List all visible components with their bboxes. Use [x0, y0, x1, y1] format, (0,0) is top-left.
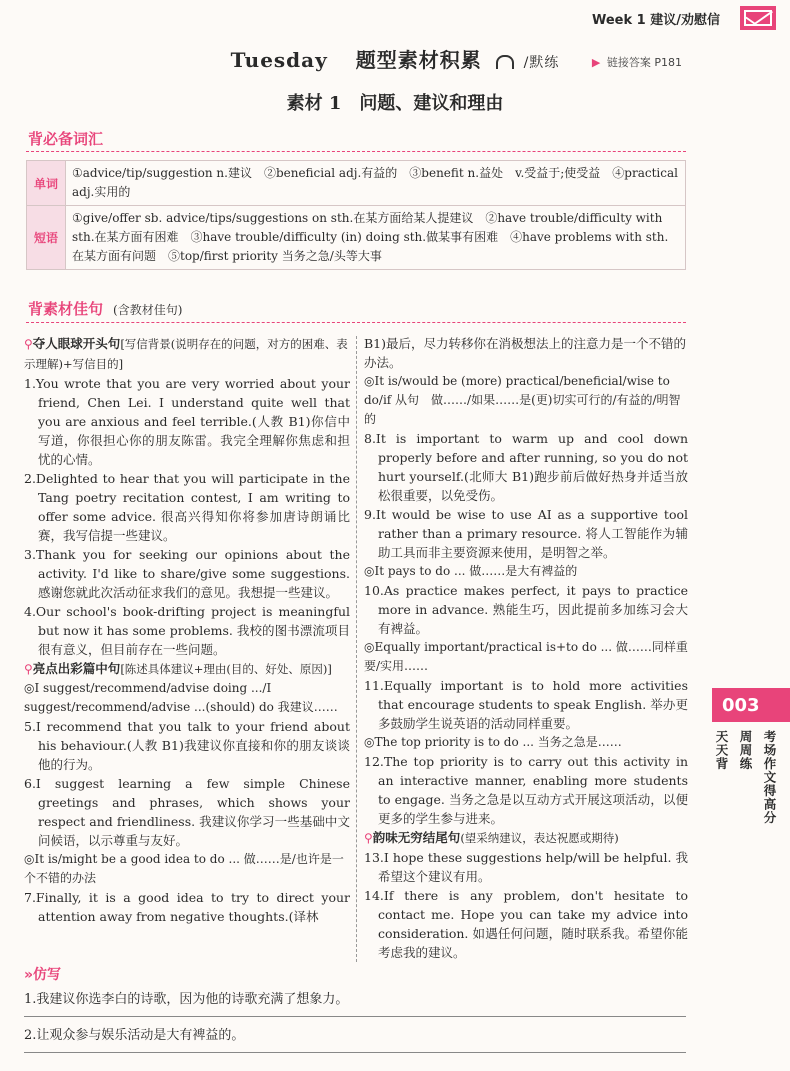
example-sentence: 4.Our school's book-drifting project is meaningful but now it has some problems. 我校的图书漂流项目很有意义，但目前存在一些问题。 [24, 604, 350, 657]
material-subtitle: 素材 1 问题、建议和理由 [286, 93, 504, 114]
location-pin-icon: ⚲ [24, 337, 33, 351]
envelope-icon [740, 6, 776, 30]
title-day: Tuesday [230, 48, 328, 72]
location-pin-icon: ⚲ [364, 831, 373, 845]
week-label: Week 1 建议/劝慰信 [591, 13, 720, 28]
imitate-item-1: 1.我建议你选李白的诗歌，因为他的诗歌充满了想象力。 [24, 992, 349, 1007]
answer-link[interactable] [592, 54, 682, 70]
vocab-row-phrases [27, 206, 685, 269]
sentence-subheading [24, 659, 350, 679]
example-sentence: 1.You wrote that you are very worried about your friend, Chen Lei. I understand quite well that you are anxious and feel terrible.(人教 B1)你信中写道，你很担心你的朋友陈雷。我完全理解你焦虑和担忧的心情。 [24, 376, 350, 467]
sentence-pattern: ◎It pays to do ... 做……是大有裨益的 [364, 564, 578, 578]
sentence-pattern: ◎It is/might be a good idea to do ... 做……是/也许是一个不错的办法 [24, 852, 344, 885]
example-sentence: 5.I recommend that you talk to your friend about his behaviour.(人教 B1)我建议你直接和你的朋友谈谈他的行为。 [24, 719, 350, 772]
subheading-label: 亮点出彩篇中句 [32, 661, 121, 676]
subheading-note: (望采纳建议，表达祝愿或期待) [460, 831, 619, 845]
right-column [364, 334, 688, 962]
page-number-tab: 003 [712, 688, 790, 722]
sentence-heading-sub: (含教材佳句) [113, 303, 183, 317]
sentence-pattern: ◎I suggest/recommend/advise doing .../I suggest/recommend/advise ...(should) do 我建议…… [24, 681, 338, 714]
vocab-label: 单词 [27, 161, 66, 205]
vocab-label: 短语 [27, 206, 66, 269]
answer-link-label: 链接答案 P181 [606, 56, 682, 69]
title-mode: /默练 [523, 55, 560, 71]
imitate-heading-label: 仿写 [33, 967, 62, 983]
vocab-table [26, 160, 686, 270]
example-sentence: 3.Thank you for seeking our opinions about the activity. I'd like to share/give some suggestions. 感谢您就此次活动征求我们的意见。我想提一些建议。 [24, 547, 350, 600]
subheading-note: [写信背景(说明存在的问题，对方的困难、表示理解)+写信目的] [24, 337, 348, 371]
example-sentence: 12.The top priority is to carry out this activity in an interactive manner, enabling more students to engage. 当务之急是以互动方式开展这项活动，以便更多的学生参与进来。 [364, 754, 688, 826]
subheading-label: 夺人眼球开头句 [32, 336, 121, 351]
sentence-pattern: ◎Equally important/practical is+to do ... 做……同样重要/实用…… [364, 640, 688, 673]
title-topic: 题型素材积累 [355, 48, 482, 72]
arrow-right-icon: ▶ [591, 56, 601, 69]
sentence-heading [28, 298, 182, 319]
example-sentence: 8.It is important to warm up and cool down properly before and after running, so you do not hurt yourself.(北师大 B1)跑步前后做好热身并适当放松很重要，以免受伤。 [364, 431, 688, 503]
subheading-label: 韵味无穷结尾句 [372, 830, 461, 845]
divider [26, 151, 686, 152]
divider [26, 322, 686, 323]
example-sentence: 7.Finally, it is a good idea to try to direct your attention away from negative thoughts.(译林 [24, 890, 350, 924]
side-slogan-1: 天天背 [714, 730, 729, 771]
example-sentence: 14.If there is any problem, don't hesitate to contact me. Hope you can take my advice into consideration. 如遇任何问题，随时联系我。希望你能考虑我的建议。 [364, 888, 688, 960]
example-sentence: 9.It would be wise to use AI as a supportive tool rather than a primary resource. 将人工智能作为辅助工具而非主要资源来使用，是明智之举。 [364, 507, 688, 560]
vocab-text: ①advice/tip/suggestion n.建议 ②beneficial adj.有益的 ③benefit n.益处 v.受益于;使受益 ④practical adj.实用的 [72, 166, 678, 199]
imitate-heading [24, 964, 61, 984]
sentence-heading-label: 背素材佳句 [28, 300, 104, 318]
example-sentence: 2.Delighted to hear that you will participate in the Tang poetry recitation contest, I am writing to offer some advice. 很高兴得知你将参加唐诗朗诵比赛，我写信提一些建议。 [24, 471, 350, 543]
example-sentence: 6.I suggest learning a few simple Chinese greetings and phrases, which shows your respect and friendliness. 我建议你学习一些基础中文问候语，以示尊重与友好。 [24, 776, 350, 848]
writing-line[interactable] [24, 1016, 686, 1017]
sentence-pattern: ◎The top priority is to do ... 当务之急是…… [364, 735, 622, 749]
left-column [24, 334, 350, 926]
sentence-subheading [24, 334, 350, 374]
side-slogan-2: 周周练 [738, 730, 753, 771]
example-sentence: 10.As practice makes perfect, it pays to practice more in advance. 熟能生巧，因此提前多加练习会大有裨益。 [364, 583, 688, 636]
example-sentence: B1)最后，尽力转移你在消极想法上的注意力是一个不错的办法。 [364, 336, 687, 370]
subheading-note: [陈述具体建议+理由(目的、好处、原因)] [120, 662, 332, 676]
example-sentence: 11.Equally important is to hold more activities that encourage students to speak English. 举办更多鼓励学生说英语的活动同样重要。 [364, 678, 688, 731]
headphone-icon[interactable] [496, 55, 514, 69]
vocab-heading: 背必备词汇 [28, 130, 104, 148]
column-divider [356, 336, 357, 962]
imitate-item-2: 2.让观众参与娱乐活动是大有裨益的。 [24, 1028, 245, 1043]
double-chevron-icon: » [24, 967, 34, 983]
page-header [0, 0, 790, 34]
sentence-subheading [364, 828, 688, 848]
vocab-text: ①give/offer sb. advice/tips/suggestions on sth.在某方面给某人提建议 ②have trouble/difficulty with sth.在某方面有困难 ③have trouble/difficulty (in) doing sth.做某事有困难 ④have problems with sth.在某方面有问题 ⑤top/first priority 当务之急/头等大事 [72, 211, 669, 263]
sentence-pattern: ◎It is/would be (more) practical/beneficial/wise to do/if 从句 做……/如果……是(更)切实可行的/有益的/明智的 [364, 374, 681, 426]
example-sentence: 13.I hope these suggestions help/will be helpful. 我希望这个建议有用。 [364, 850, 688, 884]
writing-line[interactable] [24, 1052, 686, 1053]
side-slogan-3: 考场作文得高分 [762, 730, 777, 825]
vocab-row-words [27, 161, 685, 206]
location-pin-icon: ⚲ [24, 662, 33, 676]
